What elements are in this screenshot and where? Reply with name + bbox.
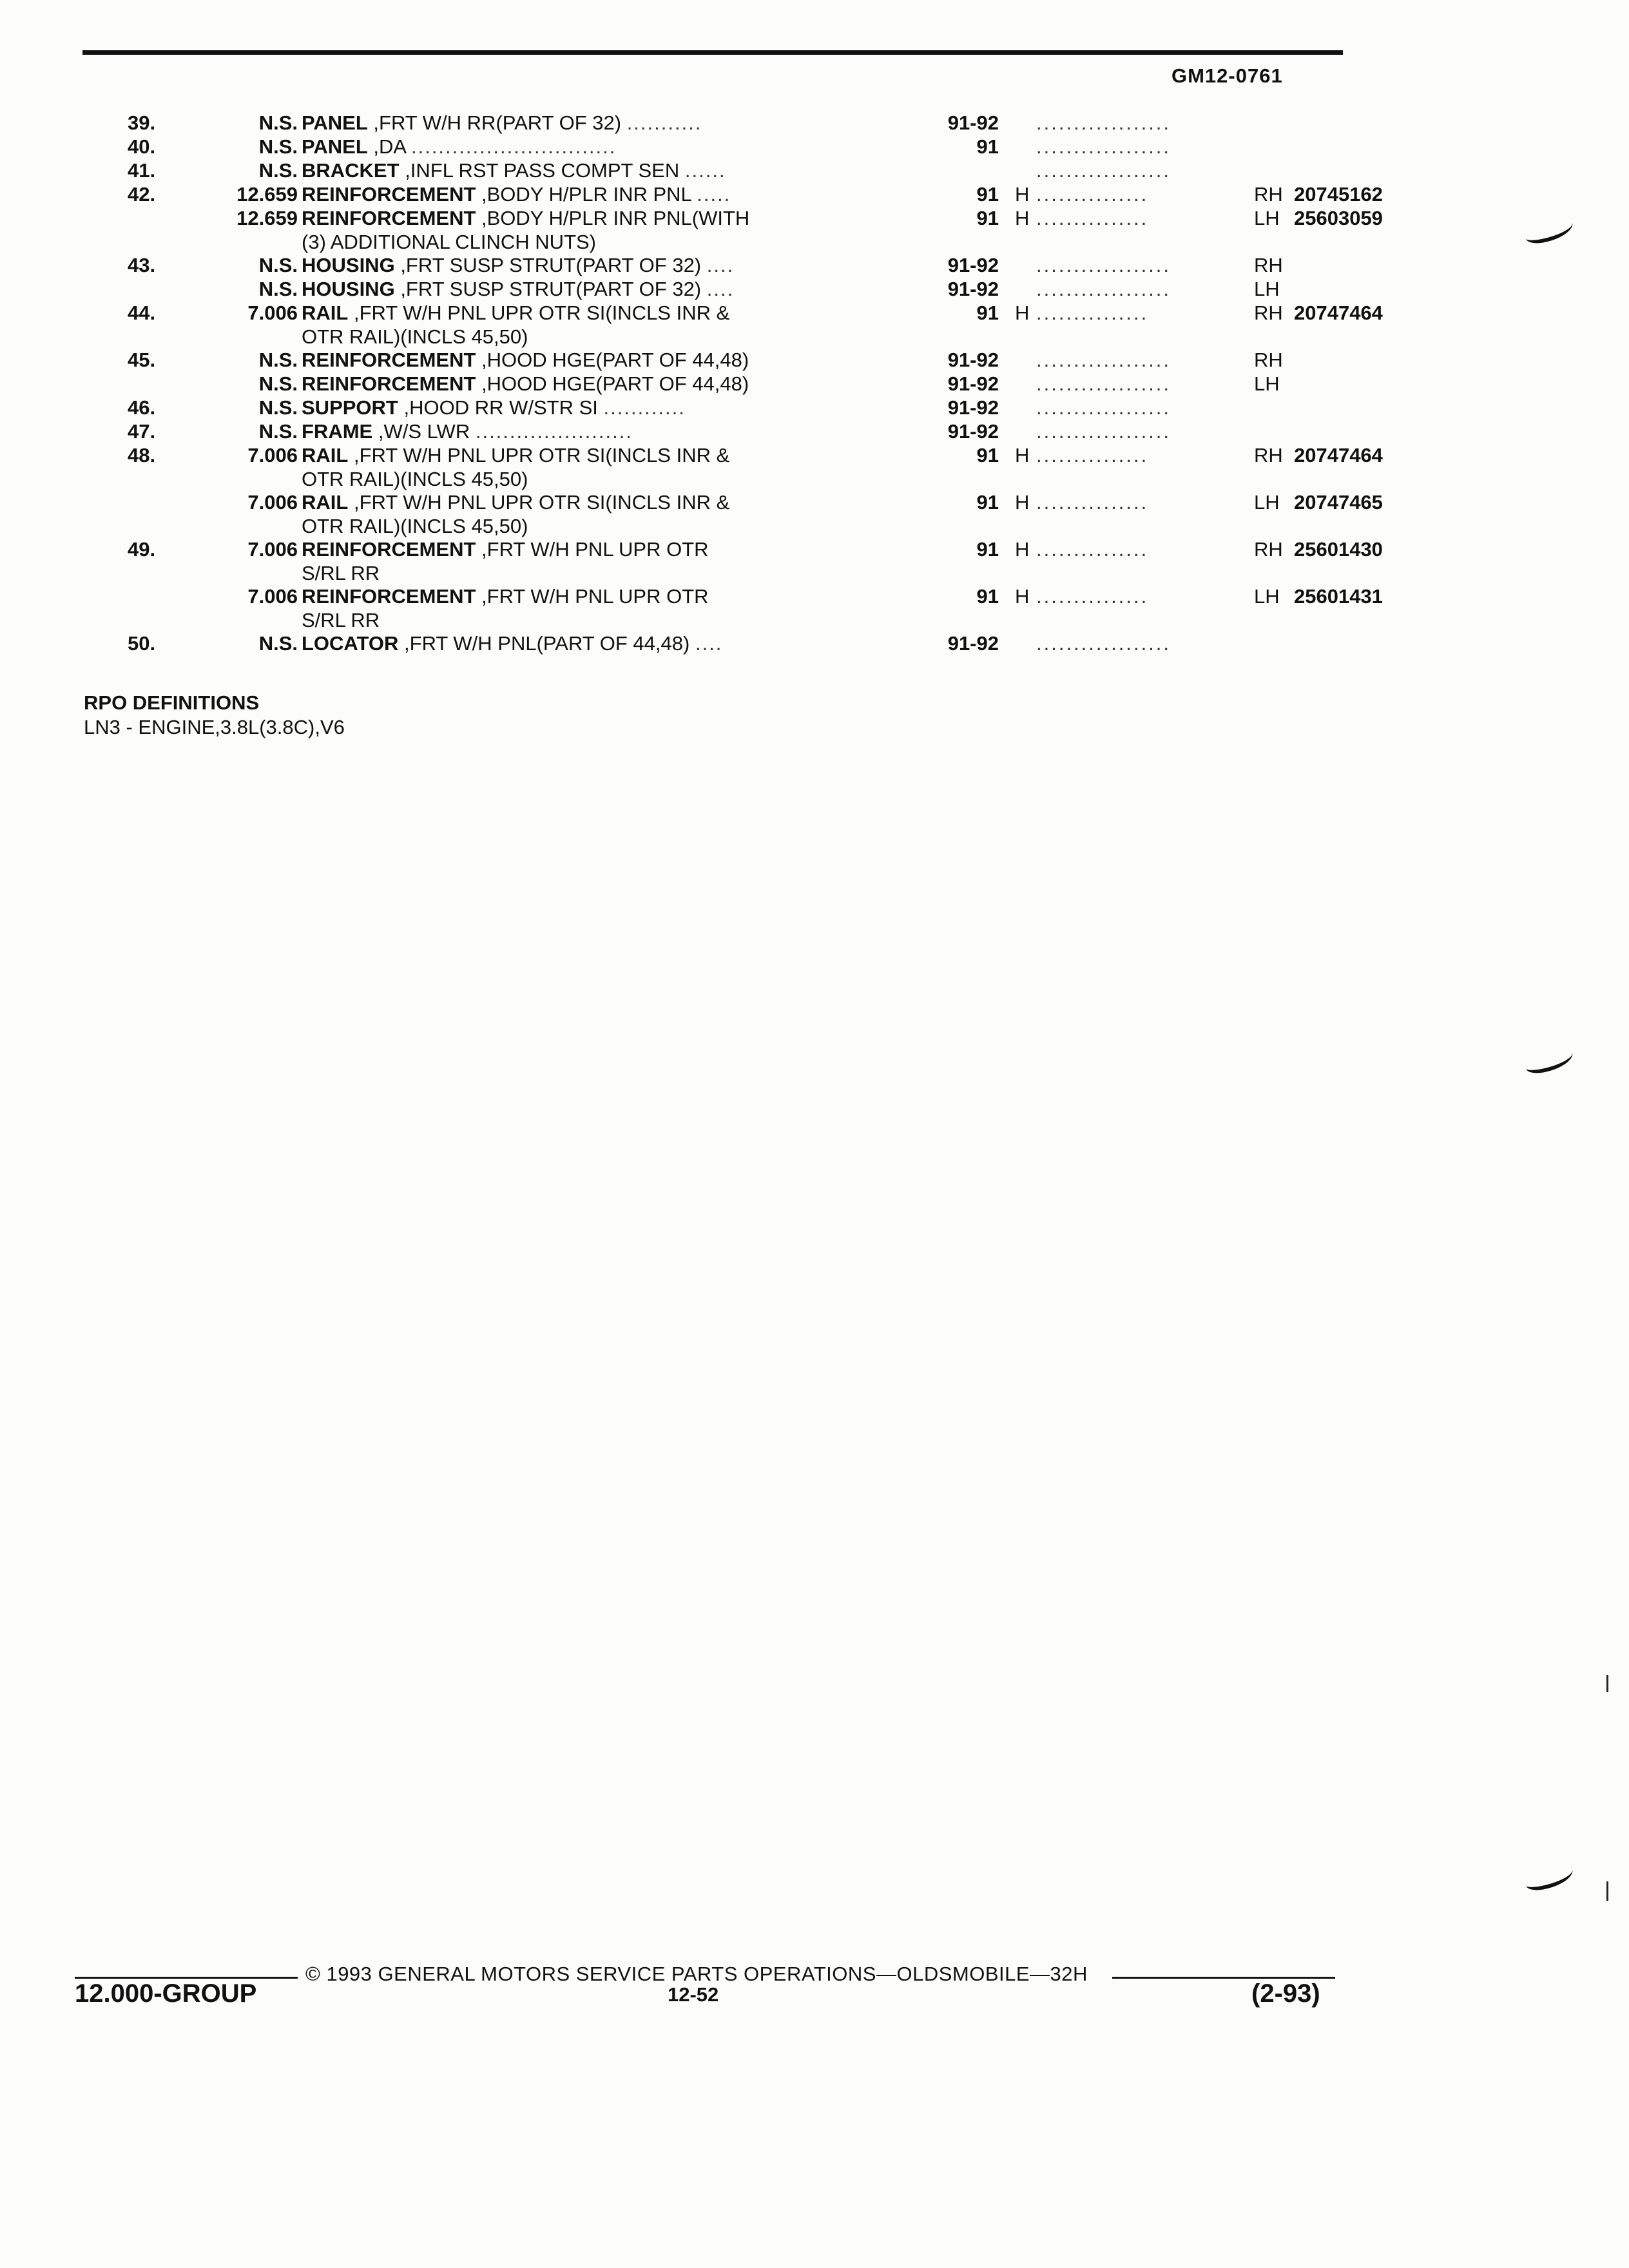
model-years: 91 [976,444,999,466]
part-detail: ,FRT W/H PNL UPR OTR SI(INCLS INR & [353,302,730,324]
parts-row [84,301,1383,325]
part-detail: ,FRT W/H PNL UPR OTR SI(INCLS INR & [353,444,730,466]
part-description [302,111,917,135]
leader-dots: .... [706,278,735,300]
part-name: LOCATOR [302,632,399,655]
side-designation: LH [1254,372,1280,395]
part-description [302,230,917,254]
parts-row [84,419,1347,443]
copyright-notice: © 1993 GENERAL MOTORS SERVICE PARTS OPERATIONS—OLDSMOBILE—32H [305,1963,1088,1985]
model-years: 91-92 [947,420,999,443]
leader-dots: ..... [697,183,731,206]
part-number: 25601430 [1294,538,1383,561]
part-detail: ,W/S LWR [378,420,470,443]
part-description [302,348,917,372]
part-detail: OTR RAIL)(INCLS 45,50) [302,468,528,490]
side-designation: RH [1254,183,1283,206]
part-name: REINFORCEMENT [302,349,476,371]
part-description [302,206,917,230]
group-number: 7.006 [247,491,298,514]
leader-dots: ...... [684,159,726,182]
leader-dots: .................. [1036,135,1171,158]
part-name: REINFORCEMENT [302,183,476,206]
part-detail: OTR RAIL)(INCLS 45,50) [302,515,528,537]
parts-row [84,443,1383,467]
footer-rule-right [1112,1977,1335,1979]
model-years: 91 [976,538,999,561]
model-years: 91-92 [947,396,999,419]
leader-dots: ....................... [475,420,633,443]
group-number: N.S. [258,159,298,182]
parts-row [84,253,1347,277]
leader-dots: ............... [1036,444,1149,466]
group-number: 7.006 [247,585,298,608]
part-name: RAIL [302,491,349,514]
rpo-item: LN3 - ENGINE,3.8L(3.8C),V6 [84,716,345,738]
parts-row [84,348,1347,372]
part-name: REINFORCEMENT [302,585,476,608]
parts-list [84,111,1383,655]
part-detail: ,FRT W/H PNL(PART OF 44,48) [404,632,690,655]
part-detail: ,FRT SUSP STRUT(PART OF 32) [400,278,702,300]
leader-dots: ............ [603,396,686,419]
rpo-definitions [84,691,345,740]
part-name: HOUSING [302,278,395,300]
model-years: 91-92 [947,632,999,655]
parts-row [84,182,1383,206]
side-designation: LH [1254,278,1280,300]
page-number: 12-52 [668,1983,719,2006]
margin-tick [1606,1675,1608,1692]
part-name: BRACKET [302,159,400,182]
leader-dots: .................. [1036,278,1171,300]
ref-number: 50. [128,632,156,655]
part-name: PANEL [302,111,368,134]
part-number: 20747464 [1294,444,1383,466]
part-description [302,396,917,419]
leader-dots: .................. [1036,420,1171,443]
part-detail: (3) ADDITIONAL CLINCH NUTS) [302,231,597,253]
part-name: REINFORCEMENT [302,372,476,395]
binder-mark [1523,1044,1575,1076]
margin-tick [1606,1881,1608,1901]
part-detail: ,HOOD HGE(PART OF 44,48) [481,372,749,395]
part-name: RAIL [302,444,349,466]
group-number: N.S. [258,135,298,158]
ref-number: 48. [128,444,156,466]
parts-row-continuation [84,561,1347,584]
part-description [302,182,917,206]
model-years: 91 [976,207,999,229]
ref-number: 39. [128,111,156,134]
model-years: 91 [976,491,999,514]
part-name: RAIL [302,302,349,324]
leader-dots: .................. [1036,159,1171,182]
binder-mark [1523,1861,1575,1893]
model-years: 91-92 [947,111,999,134]
part-description [302,561,917,585]
parts-row [84,631,1347,655]
ref-number: 44. [128,302,156,324]
parts-row [84,111,1347,135]
part-description [302,631,917,655]
part-detail: ,BODY H/PLR INR PNL(WITH [481,207,750,229]
parts-row-continuation [84,230,1347,253]
group-number: N.S. [258,278,298,300]
model-years: 91-92 [947,278,999,300]
part-detail: ,INFL RST PASS COMPT SEN [405,159,680,182]
ref-number: 41. [128,159,156,182]
part-detail: ,HOOD HGE(PART OF 44,48) [481,349,749,371]
ref-number: 47. [128,420,156,443]
part-detail: S/RL RR [302,562,380,584]
part-name: FRAME [302,420,373,443]
part-detail: ,FRT W/H PNL UPR OTR SI(INCLS INR & [353,491,730,514]
document-code: GM12-0761 [1171,64,1283,87]
leader-dots: .................. [1036,632,1171,655]
part-description [302,135,917,159]
usage-code: H [1015,302,1030,324]
group-number: 12.659 [236,183,298,206]
group-number: N.S. [258,254,298,276]
parts-row [84,396,1347,419]
model-years: 91 [976,135,999,158]
part-description [302,419,917,443]
side-designation: RH [1254,254,1283,276]
parts-row [84,584,1383,608]
leader-dots: ............... [1036,491,1149,514]
parts-row [84,206,1383,230]
part-detail: ,BODY H/PLR INR PNL [481,183,691,206]
part-number: 25601431 [1294,585,1383,608]
model-years: 91 [976,585,999,608]
part-detail: ,FRT W/H RR(PART OF 32) [373,111,622,134]
parts-row [84,372,1347,396]
parts-row [84,537,1383,561]
leader-dots: .... [695,632,723,655]
ref-number: 45. [128,349,156,371]
parts-row [84,135,1347,159]
part-description [302,537,917,561]
model-years: 91 [976,183,999,206]
part-description [302,490,917,514]
part-detail: OTR RAIL)(INCLS 45,50) [302,325,528,348]
part-detail: ,FRT SUSP STRUT(PART OF 32) [400,254,702,276]
side-designation: LH [1254,585,1280,608]
part-number: 20745162 [1294,183,1383,206]
group-number: 7.006 [247,302,298,324]
part-description [302,253,917,277]
part-description [302,372,917,396]
model-years: 91-92 [947,372,999,395]
part-detail: ,FRT W/H PNL UPR OTR [481,585,709,608]
leader-dots: ............... [1036,302,1149,324]
usage-code: H [1015,444,1030,466]
group-number: 7.006 [247,538,298,561]
part-description [302,608,917,632]
side-designation: LH [1254,491,1280,514]
group-number: N.S. [258,420,298,443]
leader-dots: .................. [1036,349,1171,371]
part-detail: ,HOOD RR W/STR SI [403,396,598,419]
usage-code: H [1015,183,1030,206]
parts-row-continuation [84,514,1347,537]
group-number: N.S. [258,111,298,134]
leader-dots: .................. [1036,111,1171,134]
part-name: HOUSING [302,254,395,276]
group-number: 12.659 [236,207,298,229]
footer-rule-left [75,1977,298,1979]
leader-dots: .................. [1036,372,1171,395]
parts-row [84,159,1347,182]
parts-row [84,277,1347,301]
side-designation: RH [1254,302,1283,324]
part-description [302,443,917,467]
usage-code: H [1015,538,1030,561]
side-designation: RH [1254,444,1283,466]
parts-row-continuation [84,467,1347,490]
leader-dots: .................. [1036,396,1171,419]
ref-number: 46. [128,396,156,419]
top-rule [82,50,1343,55]
parts-row [84,490,1383,514]
usage-code: H [1015,585,1030,608]
usage-code: H [1015,491,1030,514]
group-number: N.S. [258,349,298,371]
side-designation: RH [1254,538,1283,561]
side-designation: LH [1254,207,1280,229]
parts-row-continuation [84,608,1347,631]
usage-code: H [1015,207,1030,229]
part-detail: ,DA [373,135,406,158]
leader-dots: ........... [626,111,702,134]
rpo-heading: RPO DEFINITIONS [84,691,260,714]
group-number: N.S. [258,372,298,395]
part-name: REINFORCEMENT [302,207,476,229]
ref-number: 42. [128,183,156,206]
part-description [302,159,917,182]
part-description [302,467,917,491]
revision-date: (2-93) [1251,1979,1320,2008]
leader-dots: .................. [1036,254,1171,276]
model-years: 91 [976,302,999,324]
part-number: 25603059 [1294,207,1383,229]
leader-dots: ............... [1036,207,1149,229]
part-description [302,277,917,301]
ref-number: 43. [128,254,156,276]
model-years: 91-92 [947,254,999,276]
group-number: 7.006 [247,444,298,466]
part-detail: ,FRT W/H PNL UPR OTR [481,538,709,561]
part-description [302,325,917,349]
leader-dots: .............................. [410,135,617,158]
part-number: 20747465 [1294,491,1383,514]
leader-dots: .... [706,254,735,276]
part-number: 20747464 [1294,302,1383,324]
group-number: N.S. [258,396,298,419]
part-description [302,514,917,538]
group-label: 12.000-GROUP [75,1979,257,2008]
part-description [302,301,917,325]
side-designation: RH [1254,349,1283,371]
part-name: REINFORCEMENT [302,538,476,561]
part-name: SUPPORT [302,396,398,419]
part-description [302,584,917,608]
ref-number: 40. [128,135,156,158]
group-number: N.S. [258,632,298,655]
model-years: 91-92 [947,349,999,371]
part-detail: S/RL RR [302,609,380,631]
leader-dots: ............... [1036,183,1149,206]
leader-dots: ............... [1036,585,1149,608]
leader-dots: ............... [1036,538,1149,561]
part-name: PANEL [302,135,368,158]
binder-mark [1523,215,1575,246]
ref-number: 49. [128,538,156,561]
parts-row-continuation [84,325,1347,348]
